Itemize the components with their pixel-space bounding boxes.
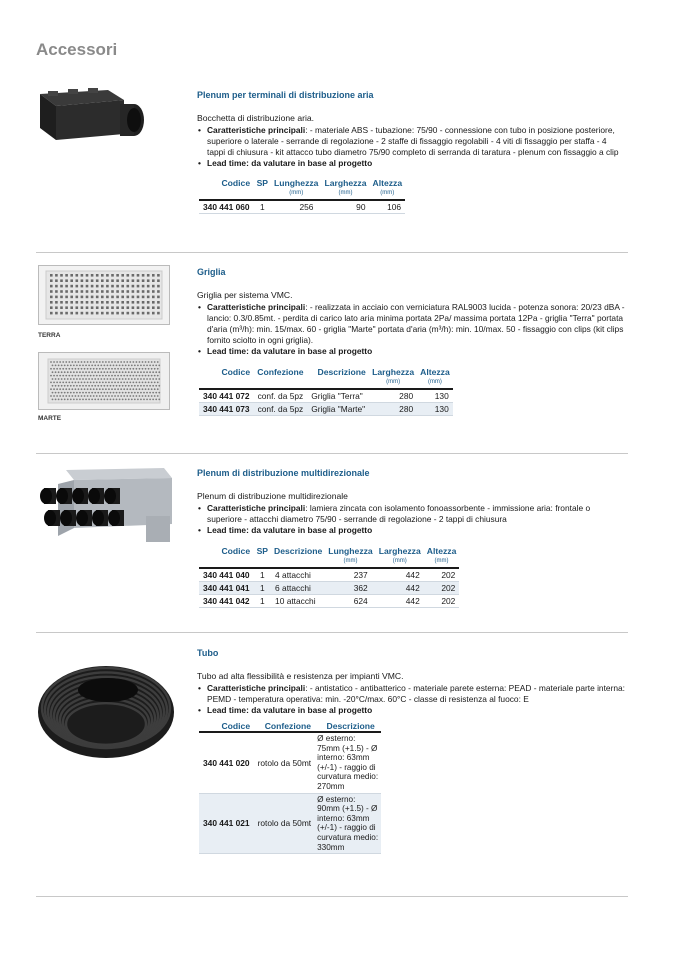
lead-time-item: • Lead time: da valutare in base al progetto bbox=[197, 525, 627, 536]
features-item: • Caratteristiche principali: - realizzata in acciaio con verniciatura RAL9003 lucida - potenza sonora: 20/23 dBA - lancio: 0.3/0.85mt. - perdita di carico lato aria minima portata 2Pa/ massima portata 12Pa - griglia "Terra" portata d'aria (m³/h): min. 15/max. 60 - griglia "Marte" portata d'aria (m³/h): min. 10/max. 50 - fissaggio con clips (kit clips fornito sciolto in ogni griglia). bbox=[197, 302, 627, 346]
table-row: 340 441 072 conf. da 5pz Griglia "Terra" 280 130 bbox=[199, 389, 453, 403]
spec-table: Codice Confezione Descrizione Larghezza Altezza (mm) (mm) 340 441 072 conf. da 5pz Griglia "Terra" 280 130 340 441 073 conf. da 5pz Griglia "Marte" 280 130 bbox=[199, 367, 453, 416]
griglia-label-marte: MARTE bbox=[38, 415, 62, 422]
plenum-multidirectional-image bbox=[36, 466, 172, 548]
section-intro: Bocchetta di distribuzione aria. bbox=[197, 113, 315, 123]
lead-time-item: • Lead time: da valutare in base al progetto bbox=[197, 158, 627, 169]
plenum-terminal-image bbox=[38, 88, 150, 148]
table-row: 340 441 060 1 256 90 106 bbox=[199, 200, 405, 214]
table-row: 340 441 040 1 4 attacchi 237 442 202 bbox=[199, 568, 459, 582]
tubo-image bbox=[36, 650, 176, 762]
section-plenum-terminal bbox=[197, 90, 627, 214]
spec-table: Codice SP Descrizione Lunghezza Larghezza Altezza (mm) (mm) (mm) 340 441 040 1 4 attacchi 237 442 202 340 441 041 1 6 attacchi 362 442 202 340 441 042 1 10 attacchi 624 442 202 bbox=[199, 546, 459, 608]
table-row: 340 441 041 1 6 attacchi 362 442 202 bbox=[199, 582, 459, 595]
section-intro: Tubo ad alta flessibilità e resistenza per impianti VMC. bbox=[197, 671, 404, 681]
section-title: Plenum per terminali di distribuzione aria bbox=[197, 90, 374, 100]
divider bbox=[36, 632, 628, 633]
divider bbox=[36, 453, 628, 454]
table-row: 340 441 042 1 10 attacchi 624 442 202 bbox=[199, 595, 459, 608]
table-row: 340 441 020 rotolo da 50mt Ø esterno: 75mm (+1.5) - Ø interno: 63mm (+/-1) - raggio di curvatura medio: 270mm bbox=[199, 732, 381, 793]
table-row: 340 441 073 conf. da 5pz Griglia "Marte" 280 130 bbox=[199, 403, 453, 416]
section-intro: Plenum di distribuzione multidirezionale bbox=[197, 491, 348, 501]
section-intro: Griglia per sistema VMC. bbox=[197, 290, 293, 300]
section-plenum-multi bbox=[197, 468, 627, 608]
spec-table: Codice Confezione Descrizione 340 441 020 rotolo da 50mt Ø esterno: 75mm (+1.5) - Ø interno: 63mm (+/-1) - raggio di curvatura medio: 270mm 340 441 021 rotolo da 50mt Ø esterno: 90mm (+1.5) - Ø interno: 63mm (+/-1) - raggio di curvatura medio: 330mm bbox=[199, 721, 381, 854]
spec-table: Codice SP Lunghezza Larghezza Altezza (mm) (mm) (mm) 340 441 060 1 256 90 106 bbox=[199, 178, 405, 214]
section-title: Griglia bbox=[197, 267, 226, 277]
divider bbox=[36, 896, 628, 897]
section-tubo bbox=[197, 648, 627, 854]
divider bbox=[36, 252, 628, 253]
features-item: • Caratteristiche principali: lamiera zincata con isolamento fonoassorbente - immissione aria: frontale o superiore - attacchi diametro 75/90 - serrande di regolazione - 2 tappi di chiusura bbox=[197, 503, 627, 525]
section-griglia bbox=[197, 267, 627, 416]
griglia-marte-image bbox=[38, 352, 170, 410]
features-item: • Caratteristiche principali: - antistatico - antibatterico - materiale parete esterna: PEAD - materiale parte interna: PEMD - temperatura operativa: min. -20°C/max. 60°C - classe di resistenza al fuoco: E bbox=[197, 683, 627, 705]
section-title: Plenum di distribuzione multidirezionale bbox=[197, 468, 370, 478]
table-row: 340 441 021 rotolo da 50mt Ø esterno: 90mm (+1.5) - Ø interno: 63mm (+/-1) - raggio di curvatura medio: 330mm bbox=[199, 793, 381, 854]
griglia-label-terra: TERRA bbox=[38, 332, 61, 339]
lead-time-item: • Lead time: da valutare in base al progetto bbox=[197, 346, 627, 357]
page-title: Accessori bbox=[36, 40, 118, 59]
features-item: • Caratteristiche principali: - materiale ABS - tubazione: 75/90 - connessione con tubo in posizione posteriore, superiore o laterale - serrande di regolazione - 2 staffe di fissaggio regolabili - 4 viti di fissaggio per staffa - 4 tappi di chiusura - kit attacco tubo diametro 75/90 completo di serranda di taratura - plenum con fissaggio a clip bbox=[197, 125, 627, 158]
section-title: Tubo bbox=[197, 648, 219, 658]
griglia-terra-image bbox=[38, 265, 170, 325]
lead-time-item: • Lead time: da valutare in base al progetto bbox=[197, 705, 627, 716]
